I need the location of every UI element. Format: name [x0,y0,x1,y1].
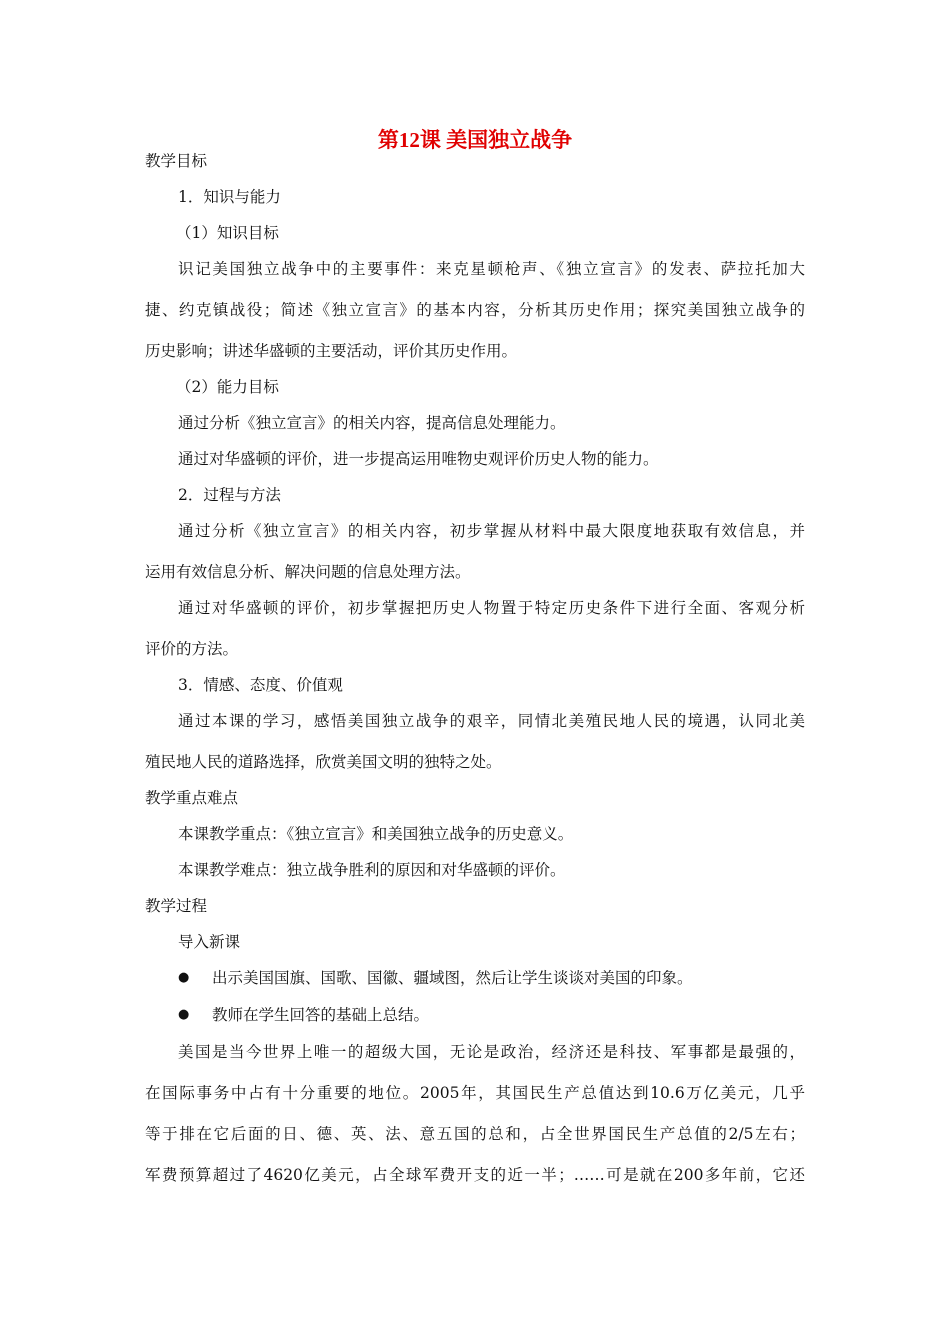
bullet-icon: ● [178,970,190,985]
subheading: 1．知识与能力 [178,188,281,206]
subheading: 3．情感、态度、价值观 [178,676,343,694]
paragraph-line: 识记美国独立战争中的主要事件：来克星顿枪声、《独立宣言》的发表、萨拉托加大 [178,260,805,278]
bullet-icon: ● [178,1007,190,1022]
lesson-title: 第12课 美国独立战争 [377,128,573,152]
paragraph-line: 通过对华盛顿的评价，进一步提高运用唯物史观评价历史人物的能力。 [178,450,659,468]
paragraph-line: 通过分析《独立宣言》的相关内容，提高信息处理能力。 [178,414,566,432]
paragraph-line: 评价的方法。 [145,640,239,658]
paragraph-line: 美国是当今世界上唯一的超级大国，无论是政治，经济还是科技、军事都是最强的， [178,1043,805,1061]
subheading: （2）能力目标 [176,378,279,396]
paragraph-line: 捷、约克镇战役；简述《独立宣言》的基本内容，分析其历史作用；探究美国独立战争的 [145,301,805,319]
subheading: （1）知识目标 [176,224,279,242]
bullet-item: 教师在学生回答的基础上总结。 [212,1006,430,1024]
paragraph-line: 本课教学重点：《独立宣言》和美国独立战争的历史意义。 [178,825,574,843]
subheading: 2．过程与方法 [178,486,281,504]
paragraph-line: 通过对华盛顿的评价，初步掌握把历史人物置于特定历史条件下进行全面、客观分析 [178,599,805,617]
paragraph-line: 等于排在它后面的日、德、英、法、意五国的总和，占全世界国民生产总值的2/5左右； [145,1125,805,1143]
paragraph-line: 历史影响；讲述华盛顿的主要活动，评价其历史作用。 [145,342,518,360]
paragraph-line: 军费预算超过了4620亿美元，占全球军费开支的近一半；……可是就在200多年前，它还 [145,1166,805,1184]
section-heading: 教学过程 [145,897,208,915]
paragraph-line: 在国际事务中占有十分重要的地位。2005年，其国民生产总值达到10.6万亿美元，几乎 [145,1084,805,1102]
paragraph-line: 殖民地人民的道路选择，欣赏美国文明的独特之处。 [145,753,502,771]
paragraph-line: 运用有效信息分析、解决问题的信息处理方法。 [145,563,471,581]
paragraph-line: 通过分析《独立宣言》的相关内容，初步掌握从材料中最大限度地获取有效信息，并 [178,522,805,540]
section-heading: 教学目标 [145,152,208,170]
subheading: 导入新课 [178,933,241,951]
section-heading: 教学重点难点 [145,789,239,807]
paragraph-line: 本课教学难点：独立战争胜利的原因和对华盛顿的评价。 [178,861,566,879]
paragraph-line: 通过本课的学习，感悟美国独立战争的艰辛，同情北美殖民地人民的境遇，认同北美 [178,712,805,730]
bullet-item: 出示美国国旗、国歌、国徽、疆域图，然后让学生谈谈对美国的印象。 [212,969,693,987]
